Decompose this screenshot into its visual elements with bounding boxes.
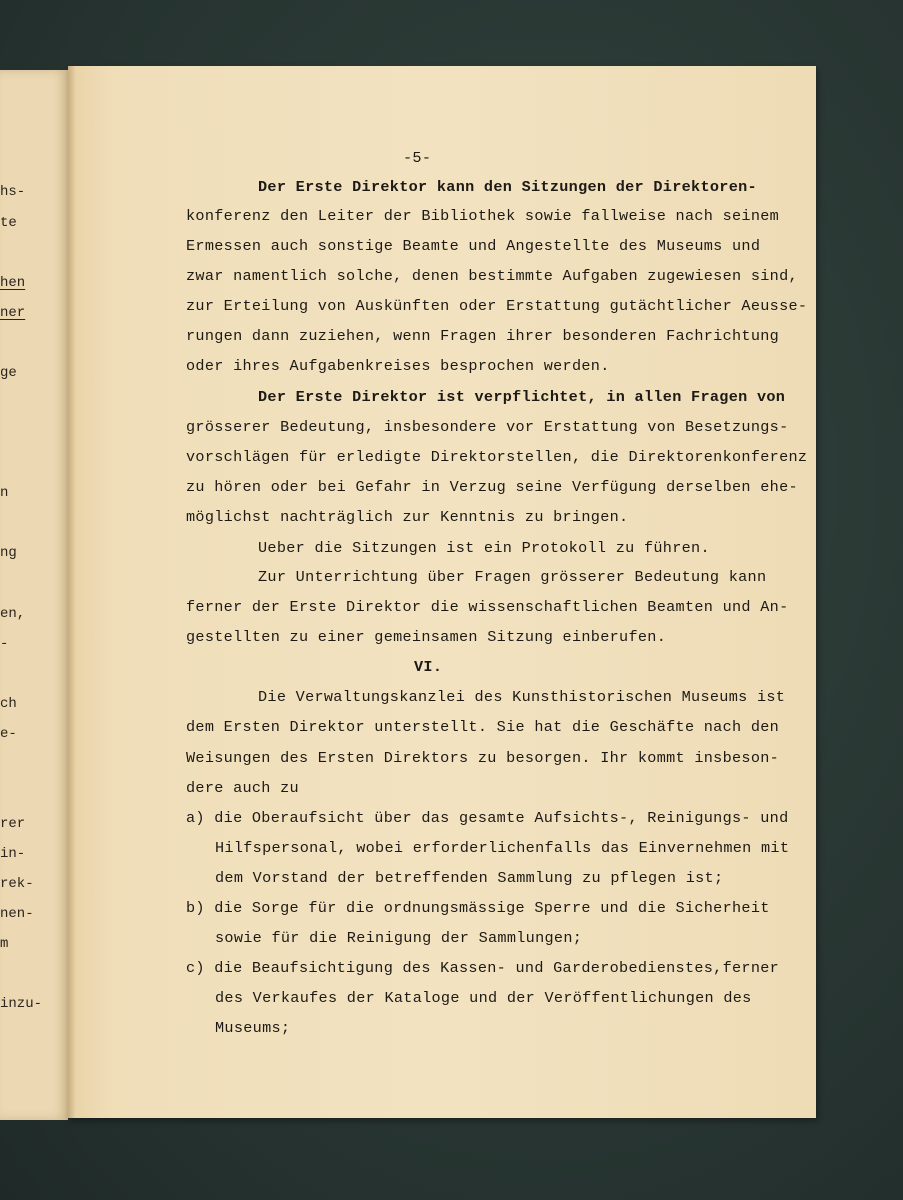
text-line: gestellten zu einer gemeinsamen Sitzung einberufen. [186, 628, 667, 646]
text-line: Der Erste Direktor ist verpflichtet, in allen Fragen von [258, 388, 786, 406]
text-line: zu hören oder bei Gefahr in Verzug seine Verfügung derselben ehe- [186, 478, 798, 496]
text-line: konferenz den Leiter der Bibliothek sowie fallweise nach seinem [186, 207, 780, 225]
text-line: rungen dann zuziehen, wenn Fragen ihrer besonderen Fachrichtung [186, 327, 780, 345]
text-line: ferner der Erste Direktor die wissenschaftlichen Beamten und An- [186, 598, 789, 616]
list-item-continuation: Hilfspersonal, wobei erforderlichenfalls das Einvernehmen mit [215, 839, 790, 857]
left-fragment: ng [0, 545, 17, 561]
left-fragment: en, [0, 606, 26, 622]
list-item-continuation: sowie für die Reinigung der Sammlungen; [215, 929, 583, 947]
list-item-continuation: dem Vorstand der betreffenden Sammlung zu pflegen ist; [215, 869, 724, 887]
text-line: Ermessen auch sonstige Beamte und Angestellte des Museums und [186, 237, 761, 255]
text-line: Der Erste Direktor kann den Sitzungen der Direktoren- [258, 178, 757, 196]
left-fragment: nen- [0, 906, 34, 922]
text-line: zwar namentlich solche, denen bestimmte Aufgaben zugewiesen sind, [186, 267, 798, 285]
text-line: vorschlägen für erledigte Direktorstellen, die Direktorenkonferenz [186, 448, 808, 466]
text-line: möglichst nachträglich zur Kenntnis zu bringen. [186, 508, 629, 526]
text-line: Die Verwaltungskanzlei des Kunsthistorischen Museums ist [258, 688, 786, 706]
text-line: oder ihres Aufgabenkreises besprochen werden. [186, 357, 610, 375]
left-fragment: n [0, 485, 9, 501]
left-fragment: hs- [0, 184, 26, 200]
page-fold-shadow [68, 66, 76, 1118]
left-fragment: hen [0, 275, 26, 291]
list-item: c) die Beaufsichtigung des Kassen- und Garderobedienstes,ferner [186, 959, 780, 977]
left-fragment: m [0, 936, 9, 952]
left-fragment: te [0, 215, 17, 231]
text-line: Zur Unterrichtung über Fragen grösserer Bedeutung kann [258, 568, 767, 586]
text-line: dem Ersten Direktor unterstellt. Sie hat die Geschäfte nach den [186, 718, 780, 736]
left-fragment: ge [0, 365, 17, 381]
text-line: Ueber die Sitzungen ist ein Protokoll zu führen. [258, 539, 710, 557]
page-number: -5- [403, 149, 432, 167]
left-page-edge [0, 70, 68, 1120]
text-line: Weisungen des Ersten Direktors zu besorgen. Ihr kommt insbeson- [186, 749, 780, 767]
list-item: a) die Oberaufsicht über das gesamte Aufsichts-, Reinigungs- und [186, 809, 789, 827]
list-item: b) die Sorge für die ordnungsmässige Sperre und die Sicherheit [186, 899, 770, 917]
text-line: grösserer Bedeutung, insbesondere vor Erstattung von Besetzungs- [186, 418, 789, 436]
left-fragment: ch [0, 696, 17, 712]
left-fragment: rek- [0, 876, 34, 892]
text-line: zur Erteilung von Auskünften oder Erstattung gutächtlicher Aeusse- [186, 297, 808, 315]
document-page [68, 66, 816, 1118]
section-heading: VI. [414, 658, 443, 676]
left-fragment: e- [0, 726, 17, 742]
list-item-continuation: des Verkaufes der Kataloge und der Veröffentlichungen des [215, 989, 752, 1007]
left-fragment: in- [0, 846, 26, 862]
left-fragment: ner [0, 305, 26, 321]
list-item-continuation: Museums; [215, 1019, 291, 1037]
text-line: dere auch zu [186, 779, 299, 797]
left-fragment: rer [0, 816, 26, 832]
left-fragment: - [0, 636, 9, 652]
left-fragment: inzu- [0, 996, 43, 1012]
